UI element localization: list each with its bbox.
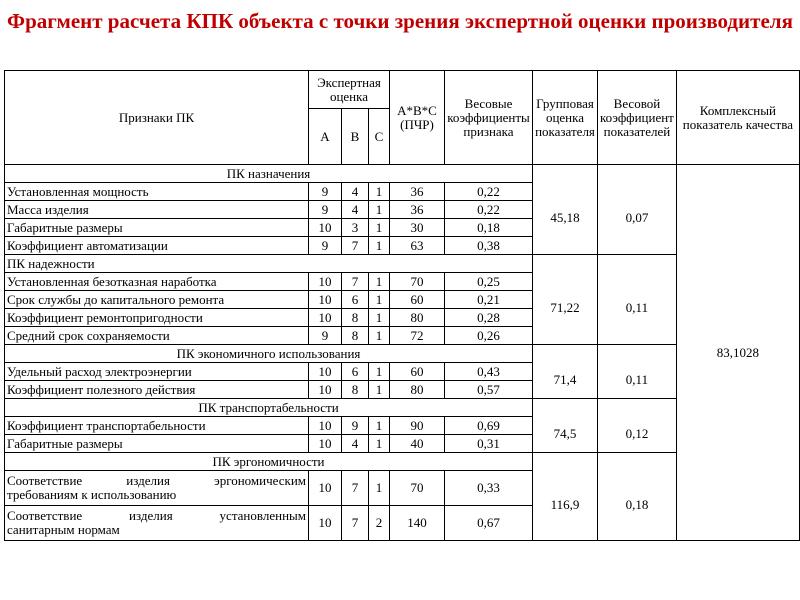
header-attributes: Признаки ПК (5, 71, 309, 165)
value-weight: 0,69 (445, 417, 533, 435)
attr-name: Габаритные размеры (5, 435, 309, 453)
attr-name: Коэффициент транспортабельности (5, 417, 309, 435)
value-weight: 0,22 (445, 201, 533, 219)
value-b: 4 (342, 201, 369, 219)
complex-value: 83,1028 (676, 165, 799, 541)
group-score: 74,5 (533, 417, 598, 453)
attr-name: Удельный расход электроэнергии (5, 363, 309, 381)
value-b: 8 (342, 327, 369, 345)
value-a: 10 (309, 363, 342, 381)
attr-name-line1: Соответствие изделия эргономическим (7, 473, 306, 488)
value-a: 10 (309, 291, 342, 309)
group-score: 116,9 (533, 471, 598, 541)
attr-name: Срок службы до капитального ремонта (5, 291, 309, 309)
value-b: 6 (342, 363, 369, 381)
value-b: 7 (342, 237, 369, 255)
value-a: 10 (309, 471, 342, 506)
value-c: 1 (369, 417, 390, 435)
group-weight: 0,11 (598, 273, 677, 345)
attr-name-line1: Соответствие изделия установленным (7, 508, 306, 523)
value-b: 8 (342, 381, 369, 399)
group-weight: 0,07 (598, 183, 677, 255)
attr-name: Установленная мощность (5, 183, 309, 201)
value-a: 10 (309, 309, 342, 327)
value-weight: 0,28 (445, 309, 533, 327)
value-abc: 30 (390, 219, 445, 237)
value-c: 1 (369, 291, 390, 309)
value-weight: 0,31 (445, 435, 533, 453)
attr-name: Масса изделия (5, 201, 309, 219)
value-abc: 80 (390, 381, 445, 399)
section-title: ПК экономичного использования (5, 345, 533, 363)
value-a: 10 (309, 273, 342, 291)
value-b: 7 (342, 471, 369, 506)
value-abc: 90 (390, 417, 445, 435)
kpk-table (4, 70, 800, 541)
attr-name: Коэффициент автоматизации (5, 237, 309, 255)
value-weight: 0,43 (445, 363, 533, 381)
value-b: 9 (342, 417, 369, 435)
section-title: ПК транспортабельности (5, 399, 533, 417)
group-score: 45,18 (533, 183, 598, 255)
value-abc: 36 (390, 183, 445, 201)
value-abc: 60 (390, 291, 445, 309)
value-b: 7 (342, 506, 369, 541)
attr-name-line2: требованиям к использованию (7, 487, 177, 502)
value-c: 1 (369, 381, 390, 399)
value-c: 1 (369, 201, 390, 219)
value-b: 7 (342, 273, 369, 291)
value-abc: 70 (390, 471, 445, 506)
value-weight: 0,67 (445, 506, 533, 541)
section-title: ПК надежности (5, 255, 533, 273)
group-score: 71,4 (533, 363, 598, 399)
value-a: 9 (309, 237, 342, 255)
value-b: 6 (342, 291, 369, 309)
value-a: 10 (309, 417, 342, 435)
header-b: В (342, 109, 369, 165)
value-weight: 0,26 (445, 327, 533, 345)
header-group: Групповая оценка показателя (533, 71, 598, 165)
header-c: С (369, 109, 390, 165)
value-a: 9 (309, 201, 342, 219)
value-c: 1 (369, 219, 390, 237)
value-abc: 70 (390, 273, 445, 291)
value-c: 1 (369, 363, 390, 381)
value-abc: 63 (390, 237, 445, 255)
section-title: ПК эргономичности (5, 453, 533, 471)
value-a: 10 (309, 435, 342, 453)
value-weight: 0,25 (445, 273, 533, 291)
value-weight: 0,57 (445, 381, 533, 399)
header-abc: А*В*С (ПЧР) (390, 71, 445, 165)
value-abc: 36 (390, 201, 445, 219)
value-c: 1 (369, 471, 390, 506)
value-a: 10 (309, 219, 342, 237)
value-a: 9 (309, 327, 342, 345)
value-c: 2 (369, 506, 390, 541)
section-row (5, 165, 800, 183)
value-weight: 0,22 (445, 183, 533, 201)
value-abc: 60 (390, 363, 445, 381)
attr-name: Коэффициент полезного действия (5, 381, 309, 399)
value-weight: 0,21 (445, 291, 533, 309)
value-weight: 0,33 (445, 471, 533, 506)
header-row-1 (5, 71, 800, 109)
value-weight: 0,18 (445, 219, 533, 237)
value-a: 10 (309, 506, 342, 541)
value-abc: 80 (390, 309, 445, 327)
page-title: Фрагмент расчета КПК объекта с точки зрения экспертной оценки производителя (7, 9, 793, 33)
value-abc: 72 (390, 327, 445, 345)
attr-name: Коэффициент ремонтопригодности (5, 309, 309, 327)
value-b: 3 (342, 219, 369, 237)
header-complex: Комплексный показатель качества (676, 71, 799, 165)
header-weights: Весовые коэффициенты признака (445, 71, 533, 165)
value-weight: 0,38 (445, 237, 533, 255)
value-abc: 140 (390, 506, 445, 541)
attr-name (5, 471, 309, 506)
value-a: 10 (309, 381, 342, 399)
value-c: 1 (369, 327, 390, 345)
value-a: 9 (309, 183, 342, 201)
attr-name-line2: санитарным нормам (7, 522, 120, 537)
group-score: 71,22 (533, 273, 598, 345)
value-c: 1 (369, 237, 390, 255)
attr-name: Габаритные размеры (5, 219, 309, 237)
header-group-weight: Весовой коэффициент показателей (598, 71, 677, 165)
value-c: 1 (369, 309, 390, 327)
attr-name (5, 506, 309, 541)
group-weight: 0,18 (598, 471, 677, 541)
attr-name: Средний срок сохраняемости (5, 327, 309, 345)
value-b: 4 (342, 435, 369, 453)
section-title: ПК назначения (5, 165, 533, 183)
header-expert: Экспертная оценка (309, 71, 390, 109)
header-a: А (309, 109, 342, 165)
value-c: 1 (369, 435, 390, 453)
value-c: 1 (369, 183, 390, 201)
group-weight: 0,11 (598, 363, 677, 399)
value-c: 1 (369, 273, 390, 291)
attr-name: Установленная безотказная наработка (5, 273, 309, 291)
group-weight: 0,12 (598, 417, 677, 453)
value-abc: 40 (390, 435, 445, 453)
value-b: 4 (342, 183, 369, 201)
value-b: 8 (342, 309, 369, 327)
